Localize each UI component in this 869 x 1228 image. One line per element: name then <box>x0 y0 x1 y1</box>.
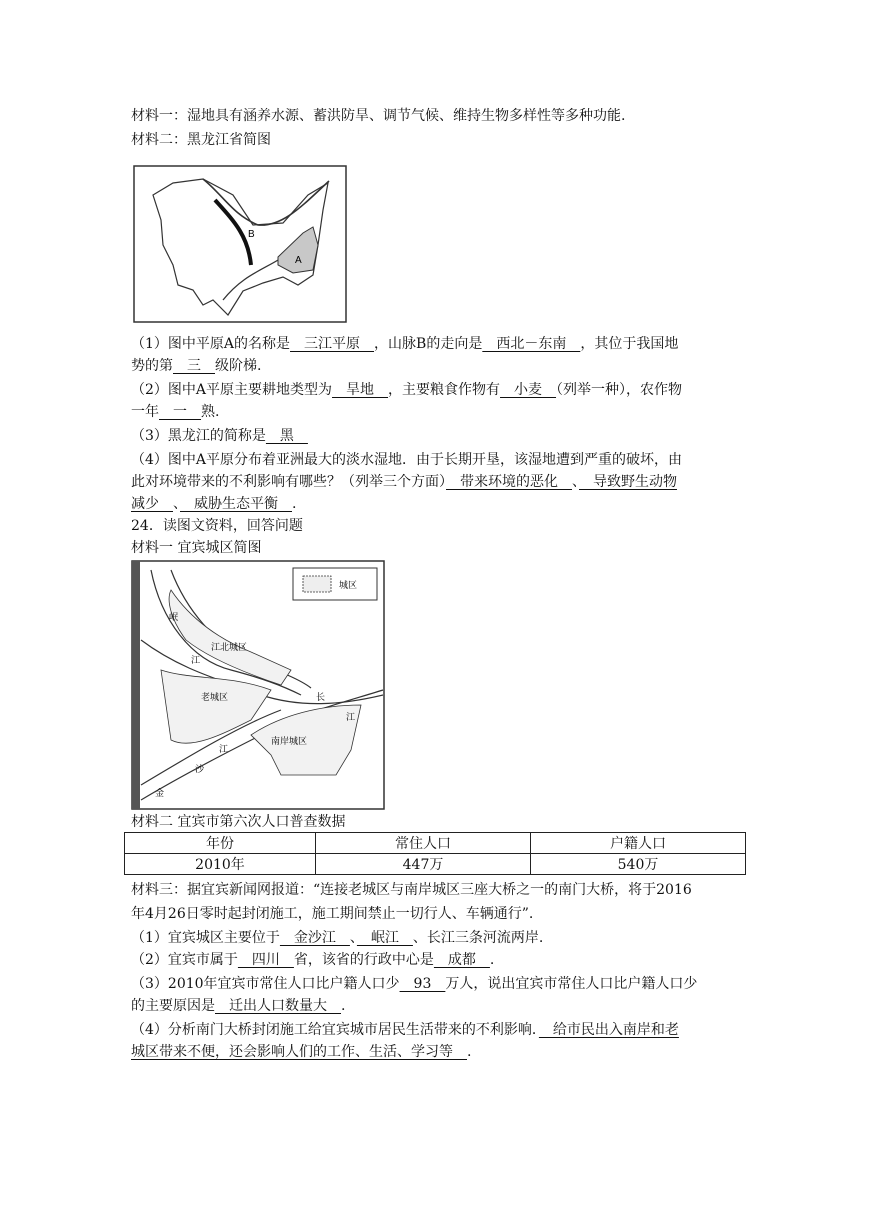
p1-q4-line2: 此对环境带来的不利影响有哪些？（列举三个方面） 带来环境的恶化 、 导致野生动物 <box>131 474 677 490</box>
answer: 西北－东南 <box>482 336 581 352</box>
question-24-title: 24．读图文资料，回答问题 <box>131 518 303 534</box>
answer: 成都 <box>433 952 490 968</box>
legend-label: 城区 <box>339 581 358 591</box>
answer: 一 <box>159 404 201 420</box>
answer: 旱地 <box>332 382 389 398</box>
river-label: 沙 <box>195 765 205 775</box>
material-3-line1: 材料三：据宜宾新闻网报道：“连接老城区与南岸城区三座大桥之一的南门大桥，将于2016 <box>131 882 692 898</box>
p2-q2: （2）宜宾市属于 四川 省，该省的行政中心是 成都 . <box>131 952 495 968</box>
material-1-text: 材料一：湿地具有涵养水源、蓄洪防旱、调节气候、维持生物多样性等多种功能. <box>131 108 626 124</box>
answer: 带来环境的恶化 <box>446 474 572 490</box>
answer: 给市民出入南岸和老 <box>538 1022 679 1038</box>
table-cell: 2010年 <box>125 854 316 875</box>
river-label: 长 <box>316 693 326 703</box>
p1-q2-line1: （2）图中A平原主要耕地类型为 旱地 ，主要粮食作物有 小麦 （列举一种），农作物 <box>131 382 683 398</box>
answer: 岷江 <box>356 930 413 946</box>
heilongjiang-map <box>133 165 347 323</box>
table-cell: 447万 <box>316 854 531 875</box>
map-label-b: B <box>248 229 255 240</box>
p1-q1-line1: （1）图中平原A的名称是 三江平原 ，山脉B的走向是 西北－东南 ，其位于我国地 <box>131 336 679 352</box>
answer: 威胁生态平衡 <box>180 496 292 512</box>
district-north: 江北城区 <box>211 643 248 653</box>
p2-q3-line2: 的主要原因是 迁出人口数量大 . <box>131 998 346 1014</box>
p2-q4-line1: （4）分析南门大桥封闭施工给宜宾城市居民生活带来的不利影响． 给市民出入南岸和老 <box>131 1022 679 1038</box>
district-south: 南岸城区 <box>271 737 308 747</box>
answer: 四川 <box>237 952 294 968</box>
p1-q4-line3: 减少 、 威胁生态平衡 . <box>131 496 297 512</box>
answer: 金沙江 <box>279 930 350 946</box>
answer: 三江平原 <box>290 336 375 352</box>
river-label: 江 <box>346 713 356 723</box>
p1-q1-line2: 势的第 三 级阶梯. <box>131 358 262 374</box>
answer: 迁出人口数量大 <box>215 998 341 1014</box>
river-label: 金 <box>155 789 165 799</box>
answer: 减少 <box>131 496 173 512</box>
material-2-caption: 材料二：黑龙江省简图 <box>131 132 271 148</box>
p1-q4-line1: （4）图中A平原分布着亚洲最大的淡水湿地．由于长期开垦，该湿地遭到严重的破坏，由 <box>131 452 683 468</box>
table-cell: 540万 <box>530 854 745 875</box>
p2-q1: （1）宜宾城区主要位于 金沙江 、 岷江 、长江三条河流两岸. <box>131 930 544 946</box>
material-2-caption: 材料二 宜宾市第六次人口普查数据 <box>131 814 346 830</box>
p2-q4-line2: 城区带来不便，还会影响人们的工作、生活、学习等 . <box>131 1044 472 1060</box>
table-header: 常住人口 <box>316 833 531 854</box>
answer: 黑 <box>265 428 308 444</box>
yibin-city-map <box>131 560 385 810</box>
table-header: 户籍人口 <box>530 833 745 854</box>
table-header: 年份 <box>125 833 316 854</box>
material-1-caption: 材料一 宜宾城区简图 <box>131 540 262 556</box>
district-old: 老城区 <box>201 693 229 703</box>
p1-q2-line2: 一年 一 熟. <box>131 404 220 420</box>
p2-q3-line1: （3）2010年宜宾市常住人口比户籍人口少 93 万人，说出宜宾市常住人口比户籍人口少 <box>131 976 698 992</box>
river-label: 江 <box>191 656 201 666</box>
census-table <box>124 832 746 875</box>
answer: 导致野生动物 <box>579 474 677 490</box>
answer: 三 <box>173 358 215 374</box>
table-row <box>125 854 746 875</box>
map-label-a: A <box>295 255 302 266</box>
answer: 93 <box>399 976 446 992</box>
river-label: 江 <box>219 745 229 755</box>
material-3-line2: 年4月26日零时起封闭施工，施工期间禁止一切行人、车辆通行”. <box>131 906 534 922</box>
table-header-row <box>125 833 746 854</box>
answer: 小麦 <box>500 382 557 398</box>
answer: 城区带来不便，还会影响人们的工作、生活、学习等 <box>131 1044 467 1060</box>
p1-q3: （3）黑龙江的简称是 黑 <box>131 428 308 444</box>
river-label: 岷 <box>169 613 179 623</box>
